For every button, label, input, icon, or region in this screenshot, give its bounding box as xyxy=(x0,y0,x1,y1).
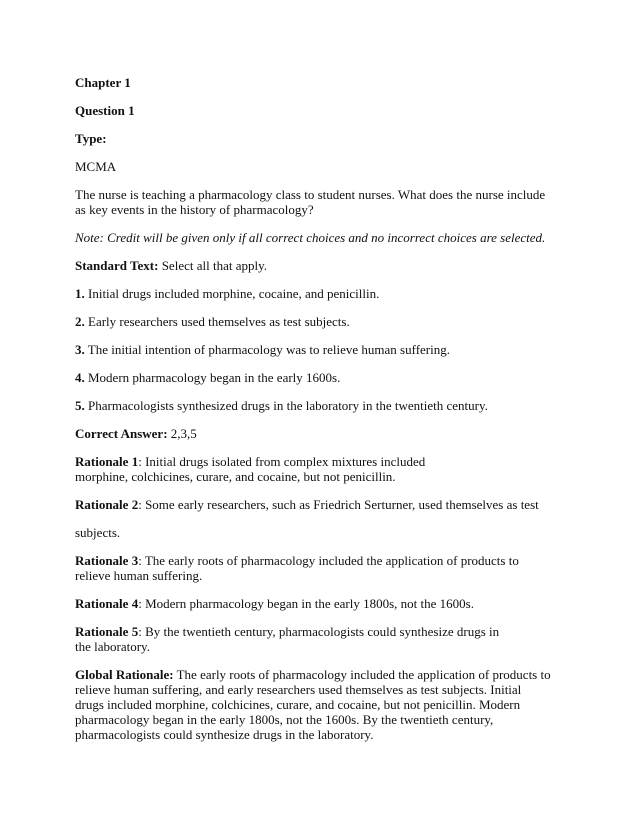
rationale-item xyxy=(75,624,510,654)
correct-answer-label: Correct Answer: xyxy=(75,426,168,441)
document-page xyxy=(75,75,560,755)
choice-item xyxy=(75,398,560,413)
rationale-text: : Some early researchers, such as Friedrich Serturner, used themselves as test xyxy=(138,497,539,512)
standard-text xyxy=(75,258,560,273)
global-rationale xyxy=(75,667,553,742)
rationale-label: Rationale 2 xyxy=(75,497,139,512)
rationale-label: Rationale 4 xyxy=(75,596,139,611)
question-heading: Question 1 xyxy=(75,103,135,118)
rationale-label: Rationale 3 xyxy=(75,553,139,568)
choice-item xyxy=(75,370,560,385)
rationale-label: Rationale 5 xyxy=(75,624,139,639)
rationale-label: Rationale 1 xyxy=(75,454,139,469)
rationale-text: : Modern pharmacology began in the early 1800s, not the 1600s. xyxy=(138,596,474,611)
choice-text: Initial drugs included morphine, cocaine, and penicillin. xyxy=(84,286,380,301)
rationale-item xyxy=(75,553,550,583)
rationale-text: : Initial drugs isolated from complex mixtures included morphine, colchicines, curare, and cocaine, but not penicillin. xyxy=(75,454,426,484)
choice-item xyxy=(75,314,560,329)
rationale-item xyxy=(75,596,560,611)
correct-answer xyxy=(75,426,560,441)
type-value: MCMA xyxy=(75,159,117,174)
rationale-continuation: subjects. xyxy=(75,525,121,540)
correct-answer-value: 2,3,5 xyxy=(167,426,197,441)
standard-text-label: Standard Text: xyxy=(75,258,159,273)
choice-text: Early researchers used themselves as test subjects. xyxy=(84,314,350,329)
rationale-item xyxy=(75,497,560,512)
global-rationale-label: Global Rationale: xyxy=(75,667,174,682)
credit-note: Note: Credit will be given only if all correct choices and no incorrect choices are selected. xyxy=(75,230,546,245)
choice-text: Modern pharmacology began in the early 1600s. xyxy=(84,370,341,385)
rationale-text: : The early roots of pharmacology included the application of products to relieve human suffering. xyxy=(75,553,519,583)
choice-number: 3. xyxy=(75,342,85,357)
choice-number: 5. xyxy=(75,398,85,413)
choice-number: 2. xyxy=(75,314,85,329)
question-stem: The nurse is teaching a pharmacology class to student nurses. What does the nurse include as key events in the history of pharmacology? xyxy=(75,187,546,217)
choice-number: 1. xyxy=(75,286,85,301)
choice-number: 4. xyxy=(75,370,85,385)
type-label: Type: xyxy=(75,131,107,146)
standard-text-value: Select all that apply. xyxy=(158,258,267,273)
choice-text: The initial intention of pharmacology was to relieve human suffering. xyxy=(84,342,450,357)
choice-text: Pharmacologists synthesized drugs in the laboratory in the twentieth century. xyxy=(84,398,488,413)
chapter-heading: Chapter 1 xyxy=(75,75,131,90)
global-rationale-text: The early roots of pharmacology included the application of products to relieve human suffering, and early researchers used themselves as test subjects. Initial drugs included morphine, colchicines, curare, and cocaine, but not penicillin. Modern pharmacology began in the early 1800s, not the 1600s. By the twentieth century, pharmacologists could synthesize drugs in the laboratory. xyxy=(75,667,551,742)
choice-item xyxy=(75,286,560,301)
rationale-text: : By the twentieth century, pharmacologists could synthesize drugs in the laboratory. xyxy=(75,624,500,654)
rationale-item xyxy=(75,454,475,484)
choice-item xyxy=(75,342,560,357)
